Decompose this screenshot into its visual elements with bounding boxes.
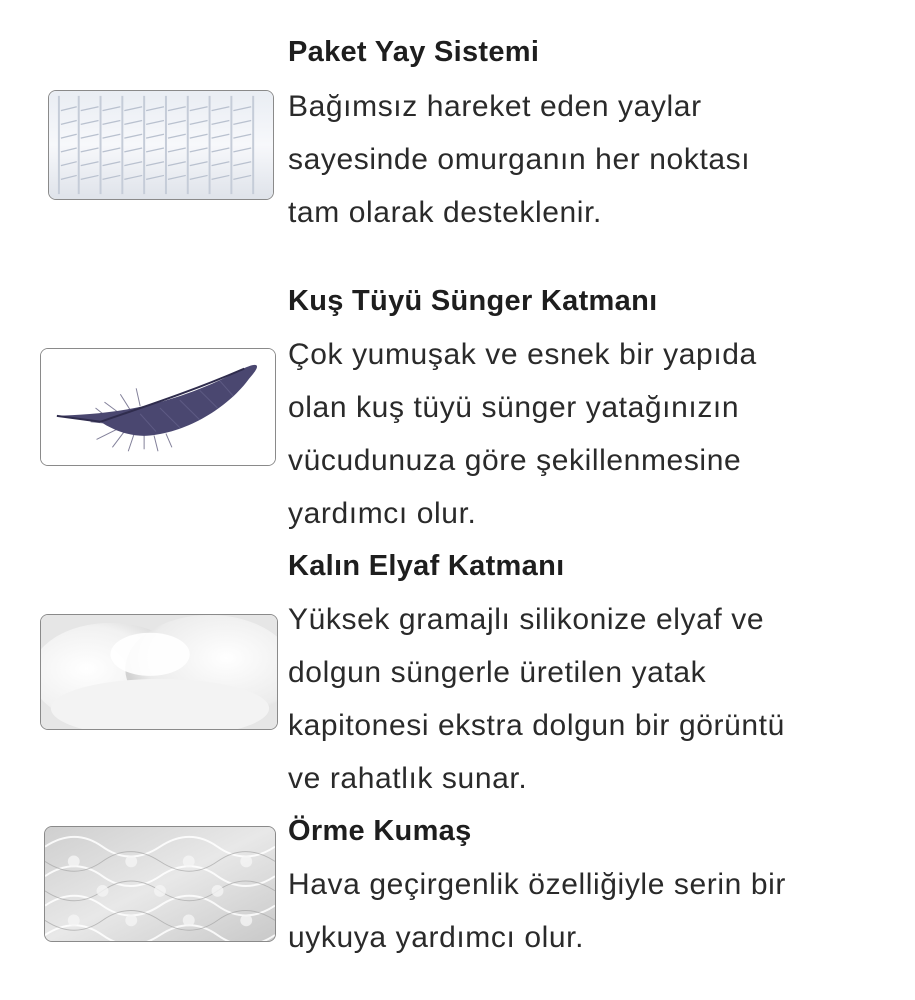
description-line: Bağımsız hareket eden yaylar — [288, 90, 702, 123]
feature-description — [288, 80, 888, 239]
feature-title: Örme Kumaş — [288, 815, 472, 847]
description-line: Çok yumuşak ve esnek bir yapıda — [288, 338, 757, 371]
pocket-spring-image — [48, 90, 274, 200]
description-line: vücudunuza göre şekillenmesine — [288, 444, 742, 477]
feature-title: Kalın Elyaf Katmanı — [288, 550, 565, 582]
fiber-image — [40, 614, 278, 730]
description-line: Hava geçirgenlik özelliğiyle serin bir — [288, 868, 787, 901]
description-line: yardımcı olur. — [288, 497, 477, 530]
description-line: Yüksek gramajlı silikonize elyaf ve — [288, 603, 765, 636]
description-line: dolgun süngerle üretilen yatak — [288, 656, 707, 689]
description-line: ve rahatlık sunar. — [288, 762, 528, 795]
feature-description — [288, 858, 888, 964]
description-line: sayesinde omurganın her noktası — [288, 143, 751, 176]
feather-image — [40, 348, 276, 466]
description-line: uykuya yardımcı olur. — [288, 921, 585, 954]
knit-fabric-image — [44, 826, 276, 942]
description-line: kapitonesi ekstra dolgun bir görüntü — [288, 709, 785, 742]
description-line: olan kuş tüyü sünger yatağınızın — [288, 391, 740, 424]
feature-description — [288, 328, 888, 540]
feature-title: Kuş Tüyü Sünger Katmanı — [288, 285, 658, 317]
description-line: tam olarak desteklenir. — [288, 196, 602, 229]
feature-title: Paket Yay Sistemi — [288, 36, 540, 68]
feature-description — [288, 593, 888, 805]
